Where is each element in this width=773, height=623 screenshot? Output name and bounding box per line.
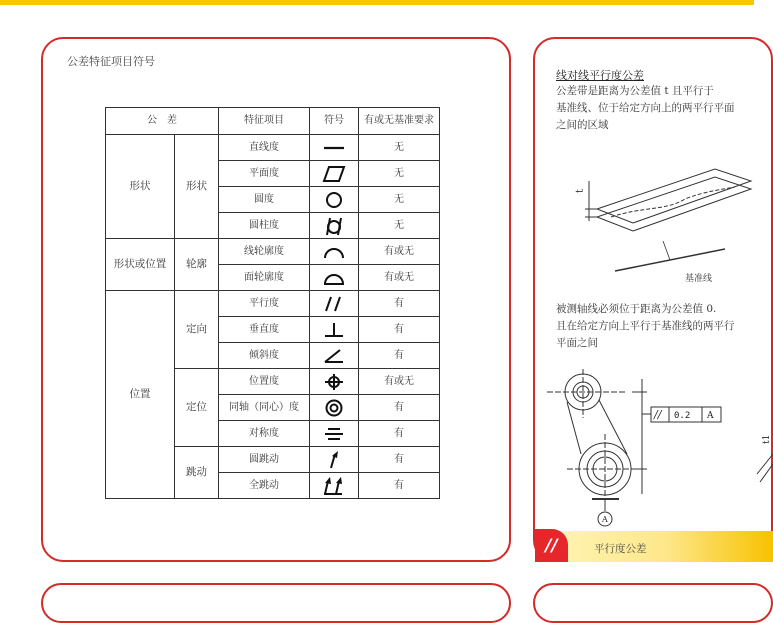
tolerance-zone-diagram <box>575 161 765 284</box>
footer-bar <box>535 531 773 562</box>
feature-cell: 对称度 <box>219 421 310 447</box>
footer-label: 平行度公差 <box>594 543 647 555</box>
paragraph-line: 基准线、位于给定方向上的两平行平面 <box>556 102 735 114</box>
feature-cell: 同轴（同心）度 <box>219 395 310 421</box>
concentricity-icon <box>310 395 359 421</box>
datum-cell: 无 <box>359 135 440 161</box>
feature-cell: 面轮廓度 <box>219 265 310 291</box>
paragraph-line: 被测轴线必须位于距离为公差值 0. <box>556 303 717 315</box>
parallelism-badge-icon: // <box>535 529 568 562</box>
datum-cell: 无 <box>359 213 440 239</box>
feature-cell: 位置度 <box>219 369 310 395</box>
t1-label: t1 <box>762 434 772 444</box>
frame-value: 0.2 <box>674 411 691 421</box>
position-icon <box>310 369 359 395</box>
category-cell: 形状 <box>106 135 175 239</box>
datum-line-label: 基准线 <box>685 274 713 284</box>
header-feature: 特征项目 <box>219 108 310 135</box>
tolerance-symbol-table <box>105 107 440 499</box>
straightness-icon <box>310 135 359 161</box>
surface-profile-icon <box>310 265 359 291</box>
connecting-rod-drawing <box>547 374 773 524</box>
datum-cell: 无 <box>359 187 440 213</box>
parallelism-icon <box>310 291 359 317</box>
paragraph-line: 公差带是距离为公差值 t 且平行于 <box>556 85 714 97</box>
symbols-card <box>41 37 511 562</box>
datum-cell: 有 <box>359 447 440 473</box>
frame-parallel-symbol: // <box>654 408 662 421</box>
subcategory-cell: 定向 <box>175 291 219 369</box>
table-row <box>106 239 440 265</box>
feature-cell: 全跳动 <box>219 473 310 499</box>
subcategory-cell: 定位 <box>175 369 219 447</box>
perpendicularity-icon <box>310 317 359 343</box>
card-title: 公差特征项目符号 <box>67 55 155 68</box>
cylindricity-icon <box>310 213 359 239</box>
flatness-icon <box>310 161 359 187</box>
datum-cell: 有 <box>359 421 440 447</box>
subcategory-cell: 轮廓 <box>175 239 219 291</box>
frame-datum: A <box>707 411 714 421</box>
parallelism-card <box>533 37 773 562</box>
angularity-icon <box>310 343 359 369</box>
feature-cell: 倾斜度 <box>219 343 310 369</box>
table-header-row <box>106 108 440 135</box>
feature-cell: 平面度 <box>219 161 310 187</box>
paragraph-line: 平面之间 <box>556 337 598 349</box>
feature-cell: 圆度 <box>219 187 310 213</box>
section-title: 线对线平行度公差 <box>556 69 644 82</box>
feature-cell: 圆跳动 <box>219 447 310 473</box>
datum-cell: 有或无 <box>359 265 440 291</box>
feature-cell: 平行度 <box>219 291 310 317</box>
next-card-left <box>41 583 511 623</box>
datum-cell: 有 <box>359 291 440 317</box>
category-cell: 形状或位置 <box>106 239 175 291</box>
feature-cell: 线轮廓度 <box>219 239 310 265</box>
subcategory-cell: 跳动 <box>175 447 219 499</box>
datum-cell: 有或无 <box>359 369 440 395</box>
datum-cell: 有 <box>359 343 440 369</box>
table-row <box>106 291 440 317</box>
datum-cell: 有或无 <box>359 239 440 265</box>
category-cell: 位置 <box>106 291 175 499</box>
datum-marker-label: A <box>602 515 608 524</box>
datum-cell: 有 <box>359 317 440 343</box>
datum-cell: 无 <box>359 161 440 187</box>
feature-cell: 直线度 <box>219 135 310 161</box>
total-runout-icon <box>310 473 359 499</box>
table-row <box>106 135 440 161</box>
line-profile-icon <box>310 239 359 265</box>
next-card-right <box>533 583 773 623</box>
circularity-icon <box>310 187 359 213</box>
datum-cell: 有 <box>359 473 440 499</box>
top-accent-bar <box>0 0 754 5</box>
header-tolerance: 公 差 <box>106 108 219 135</box>
paragraph-line: 之间的区域 <box>556 119 609 131</box>
circular-runout-icon <box>310 447 359 473</box>
symmetry-icon <box>310 421 359 447</box>
datum-cell: 有 <box>359 395 440 421</box>
feature-cell: 圆柱度 <box>219 213 310 239</box>
feature-cell: 垂直度 <box>219 317 310 343</box>
header-datum: 有或无基准要求 <box>359 108 440 135</box>
subcategory-cell: 形状 <box>175 135 219 239</box>
header-symbol: 符号 <box>310 108 359 135</box>
paragraph-line: 且在给定方向上平行于基准线的两平行 <box>556 320 735 332</box>
t-label: t <box>575 188 586 193</box>
